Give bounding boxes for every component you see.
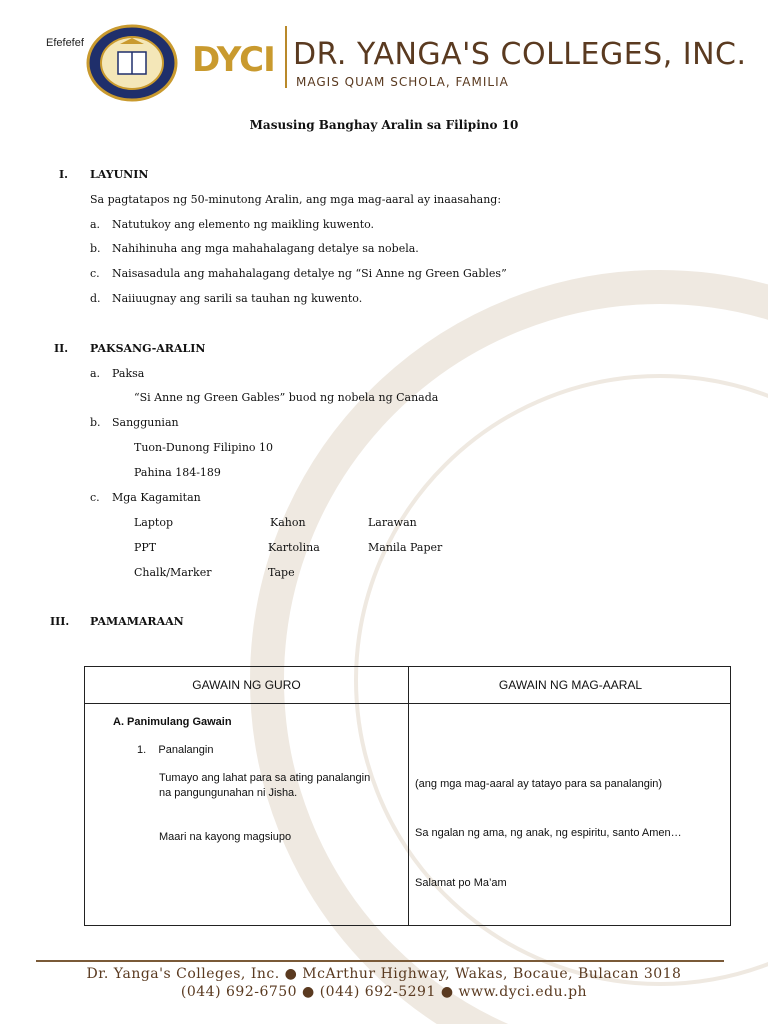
list-item-letter: b. [90,242,101,255]
teacher-line: Maari na kayong magsiupo [159,831,292,843]
material-item: Kartolina [268,541,320,554]
list-item-letter: d. [90,292,101,305]
student-line: Sa ngalan ng ama, ng anak, ng espiritu, santo Amen… [415,827,682,839]
material-item: Larawan [368,516,417,529]
list-item: Naiiuugnay ang sarili sa tauhan ng kuwento. [112,292,363,305]
table-header-divider [85,703,730,704]
student-line: Salamat po Ma’am [415,877,507,889]
table-subheading: A. Panimulang Gawain [113,716,232,728]
section-number: III. [50,615,70,628]
list-item: Naisasadula ang mahahalagang detalye ng “Si Anne ng Green Gables” [112,267,507,280]
list-item: Natutukoy ang elemento ng maikling kuwento. [112,218,375,231]
paksa-label: Paksa [112,367,145,380]
sanggunian-pages: Pahina 184-189 [134,466,221,479]
list-item-letter: a. [90,367,101,380]
list-item-letter: b. [90,416,101,429]
section-number: I. [59,168,68,181]
table-header-student: GAWAIN NG MAG-AARAL [498,678,643,692]
material-item: Kahon [270,516,306,529]
section-number: II. [54,342,69,355]
section-heading-layunin: LAYUNIN [90,168,149,181]
material-item: Chalk/Marker [134,566,212,579]
teacher-line: na pangungunahan ni Jisha. [159,787,298,799]
section-heading-pamamaraan: PAMAMARAAN [90,615,184,628]
document-title: Masusing Banghay Aralin sa Filipino 10 [249,118,519,132]
footer-address: Dr. Yanga's Colleges, Inc. ● McArthur Highway, Wakas, Bocaue, Bulacan 3018 [86,966,682,982]
table-column-divider [408,667,409,925]
material-item: PPT [134,541,157,554]
footer-rule [36,960,724,962]
stray-text: Efefefef [46,37,84,49]
material-item: Manila Paper [368,541,443,554]
list-item: Nahihinuha ang mga mahahalagang detalye sa nobela. [112,242,419,255]
list-item-letter: c. [90,267,100,280]
brand-mark: DYCI [192,40,275,80]
section-heading-paksang-aralin: PAKSANG-ARALIN [90,342,206,355]
college-seal-logo [86,24,178,102]
sanggunian-label: Sanggunian [112,416,179,429]
material-item: Laptop [134,516,173,529]
list-item-letter: a. [90,218,101,231]
brand-divider [285,26,287,88]
table-step: 1. Panalangin [137,744,214,756]
footer-contact: (044) 692-6750 ● (044) 692-5291 ● www.dyci.edu.ph [180,984,588,1000]
layunin-intro: Sa pagtatapos ng 50-minutong Aralin, ang mga mag-aaral ay inaasahang: [90,193,502,206]
paksa-text: “Si Anne ng Green Gables” buod ng nobela ng Canada [134,391,439,404]
student-line: (ang mga mag-aaral ay tatayo para sa panalangin) [415,778,663,790]
list-item-letter: c. [90,491,100,504]
material-item: Tape [268,566,295,579]
table-header-teacher: GAWAIN NG GURO [192,678,301,692]
college-motto: MAGIS QUAM SCHOLA, FAMILIA [296,75,509,89]
kagamitan-label: Mga Kagamitan [112,491,201,504]
college-name: DR. YANGA'S COLLEGES, INC. [293,37,747,72]
sanggunian-book: Tuon-Dunong Filipino 10 [134,441,274,454]
teacher-line: Tumayo ang lahat para sa ating panalangin [159,772,371,784]
lesson-procedure-table [84,666,731,926]
